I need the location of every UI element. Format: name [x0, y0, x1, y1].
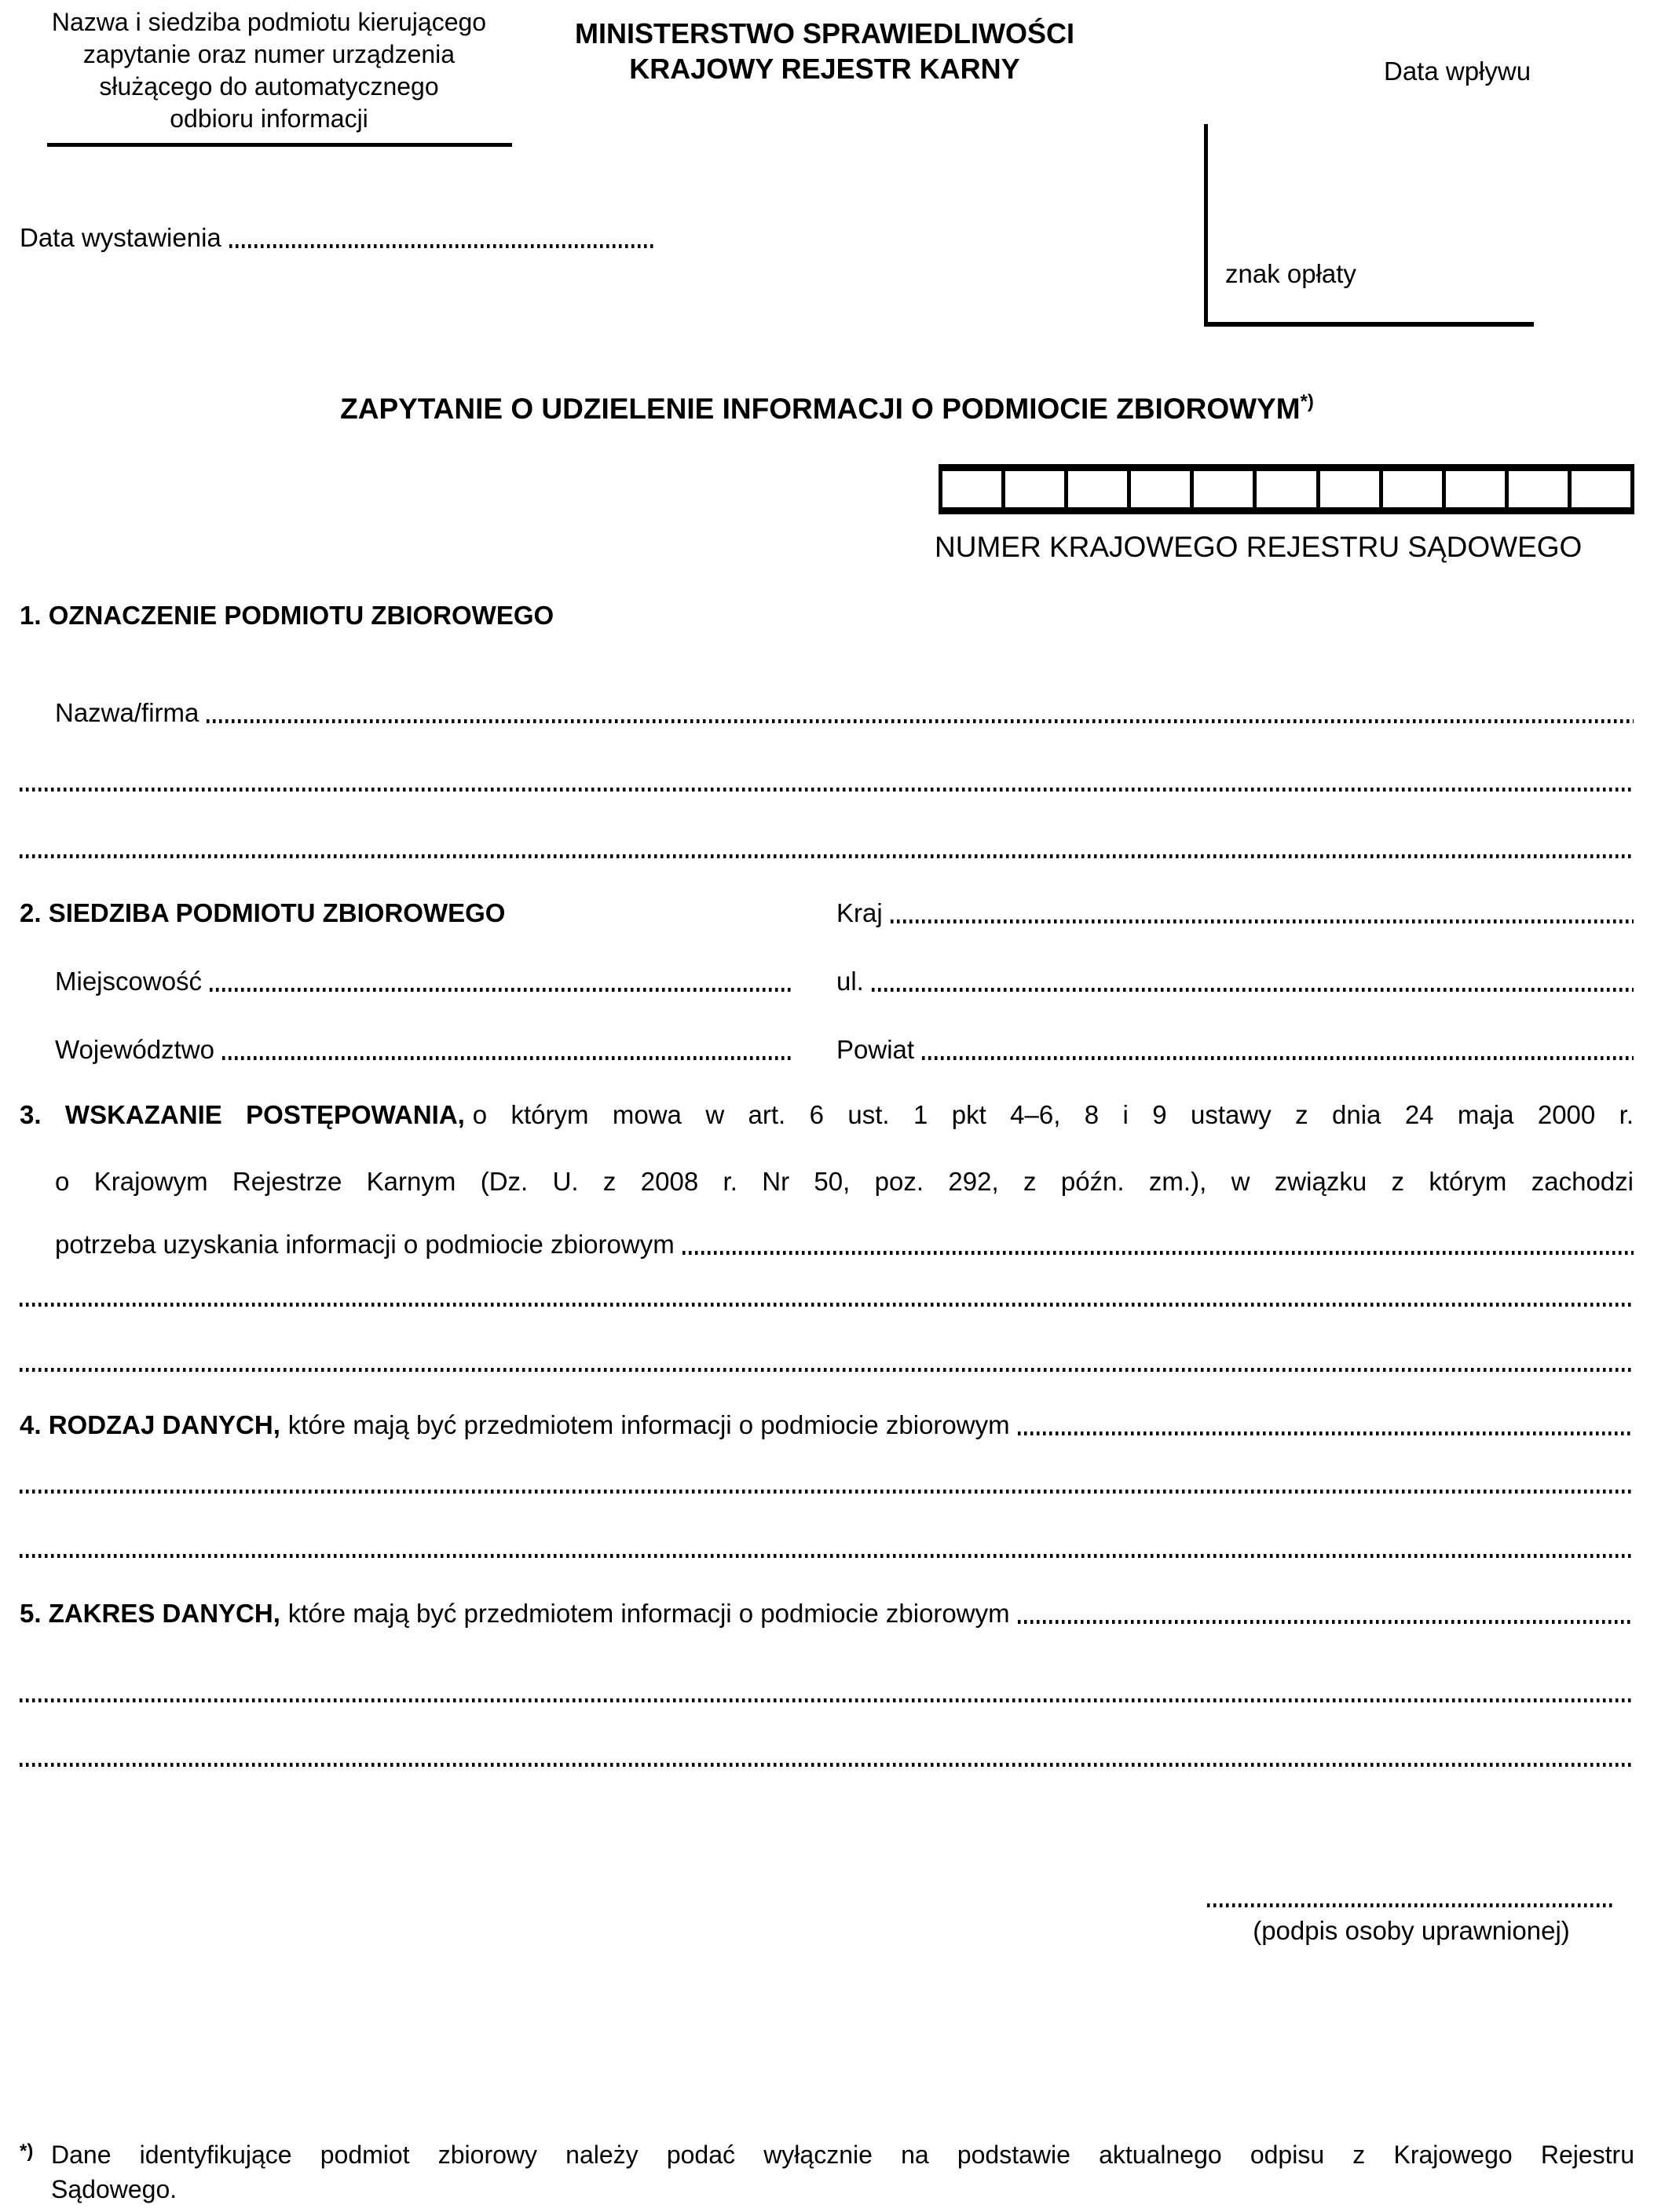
county-label: Powiat: [836, 1035, 915, 1064]
section3-heading: 3. WSKAZANIE POSTĘPOWANIA,: [20, 1100, 465, 1129]
ministry-line2: KRAJOWY REJESTR KARNY: [629, 53, 1020, 85]
section1-heading: 1. OZNACZENIE PODMIOTU ZBIOROWEGO: [20, 601, 554, 630]
country-fill-line[interactable]: [891, 920, 1634, 923]
section4-text: które mają być przedmiotem informacji o podmiocie zbiorowym: [287, 1410, 1010, 1439]
fee-stamp-box-left-border: [1204, 124, 1208, 327]
krs-cell[interactable]: [1572, 471, 1630, 507]
data-scope-fill-line-3[interactable]: [20, 1763, 1634, 1767]
issue-date-field[interactable]: [20, 222, 656, 254]
city-fill-line[interactable]: [210, 988, 793, 992]
country-label: Kraj: [836, 898, 883, 927]
street-field[interactable]: [836, 966, 1634, 997]
issue-date-fill-line[interactable]: [229, 244, 656, 248]
krs-cell-row[interactable]: [939, 464, 1634, 514]
krs-cell[interactable]: [1446, 471, 1509, 507]
krs-cell[interactable]: [1383, 471, 1446, 507]
section4-heading: 4. RODZAJ DANYCH,: [20, 1410, 280, 1439]
section2-heading: 2. SIEDZIBA PODMIOTU ZBIOROWEGO: [20, 898, 506, 927]
footnote-line2: Sądowego.: [51, 2175, 177, 2203]
krs-cell[interactable]: [1257, 471, 1319, 507]
data-type-fill-line-2[interactable]: [20, 1490, 1634, 1494]
country-field[interactable]: [836, 898, 1634, 929]
street-label: ul.: [836, 967, 864, 996]
street-fill-line[interactable]: [872, 988, 1634, 992]
section3-line3-text: potrzeba uzyskania informacji o podmiocie zbiorowym: [55, 1230, 675, 1259]
footnote-line1: Dane identyfikujące podmiot zbiorowy należy podać wyłącznie na podstawie aktualnego odpisu z Krajowego Rejestru: [51, 2141, 1634, 2169]
krs-cell[interactable]: [1068, 471, 1131, 507]
data-scope-fill-line-2[interactable]: [20, 1698, 1634, 1702]
sender-line: zapytanie oraz numer urządzenia: [82, 40, 456, 68]
ministry-heading: [487, 16, 1162, 86]
sender-underline: [47, 143, 512, 147]
province-label: Województwo: [55, 1035, 214, 1064]
company-name-label: Nazwa/firma: [55, 698, 199, 727]
page-title-text: ZAPYTANIE O UDZIELENIE INFORMACJI O PODMIOCIE ZBIOROWYM: [340, 393, 1301, 425]
issue-date-label: Data wystawienia: [20, 223, 221, 252]
title-footnote-marker: *): [1300, 391, 1314, 412]
county-field[interactable]: [836, 1034, 1634, 1066]
section5-heading: 5. ZAKRES DANYCH,: [20, 1599, 280, 1628]
krs-cell[interactable]: [1131, 471, 1194, 507]
data-type-fill-line-3[interactable]: [20, 1554, 1634, 1558]
fee-stamp-box-bottom-border: [1204, 322, 1534, 327]
proceeding-fill-line-3[interactable]: [20, 1368, 1634, 1372]
data-type-fill-line[interactable]: [1018, 1431, 1634, 1435]
krs-number-label: NUMER KRAJOWEGO REJESTRU SĄDOWEGO: [935, 531, 1583, 563]
section3-line2: o Krajowym Rejestrze Karnym (Dz. U. z 2008 r. Nr 50, poz. 292, z późn. zm.), w związku z którym zachodzi: [55, 1167, 1634, 1196]
data-type-field[interactable]: [20, 1409, 1634, 1441]
section3-proceeding-field[interactable]: [55, 1229, 1634, 1260]
sender-line: Nazwa i siedziba podmiotu kierującego: [51, 8, 487, 36]
krs-cell[interactable]: [942, 471, 1005, 507]
date-received-label: Data wpływu: [1384, 57, 1531, 86]
signature-caption: (podpis osoby uprawnionej): [1253, 1916, 1570, 1945]
krs-cell[interactable]: [1194, 471, 1257, 507]
krs-cell[interactable]: [1005, 471, 1068, 507]
data-scope-fill-line[interactable]: [1018, 1620, 1634, 1624]
province-field[interactable]: [55, 1034, 793, 1066]
section5-text: które mają być przedmiotem informacji o podmiocie zbiorowym: [287, 1599, 1010, 1628]
proceeding-fill-line-2[interactable]: [20, 1303, 1634, 1307]
company-name-fill-line-2[interactable]: [20, 788, 1634, 792]
page-title: [0, 391, 1654, 426]
fee-stamp-label: znak opłaty: [1225, 259, 1356, 288]
footnote: [20, 2137, 1634, 2207]
city-label: Miejscowość: [55, 967, 203, 996]
sender-line: służącego do automatycznego: [99, 72, 439, 101]
data-scope-field[interactable]: [20, 1598, 1634, 1629]
krs-cell[interactable]: [1320, 471, 1383, 507]
company-name-fill-line[interactable]: [207, 719, 1634, 723]
footnote-marker: *): [20, 2141, 34, 2162]
county-fill-line[interactable]: [922, 1056, 1634, 1060]
city-field[interactable]: [55, 966, 793, 997]
sender-line: odbioru informacji: [170, 104, 368, 133]
section3-line1-text: o którym mowa w art. 6 ust. 1 pkt 4–6, 8 i 9 ustawy z dnia 24 maja 2000 r.: [472, 1100, 1634, 1129]
signature-fill-line[interactable]: [1207, 1903, 1616, 1907]
province-fill-line[interactable]: [222, 1056, 793, 1060]
section3-line1: [20, 1099, 1634, 1131]
company-name-fill-line-3[interactable]: [20, 854, 1634, 858]
sender-address-block: [24, 6, 514, 135]
ministry-line1: MINISTERSTWO SPRAWIEDLIWOŚCI: [575, 17, 1074, 49]
krs-cell[interactable]: [1509, 471, 1572, 507]
proceeding-fill-line[interactable]: [682, 1251, 1634, 1255]
company-name-field[interactable]: [55, 697, 1634, 729]
